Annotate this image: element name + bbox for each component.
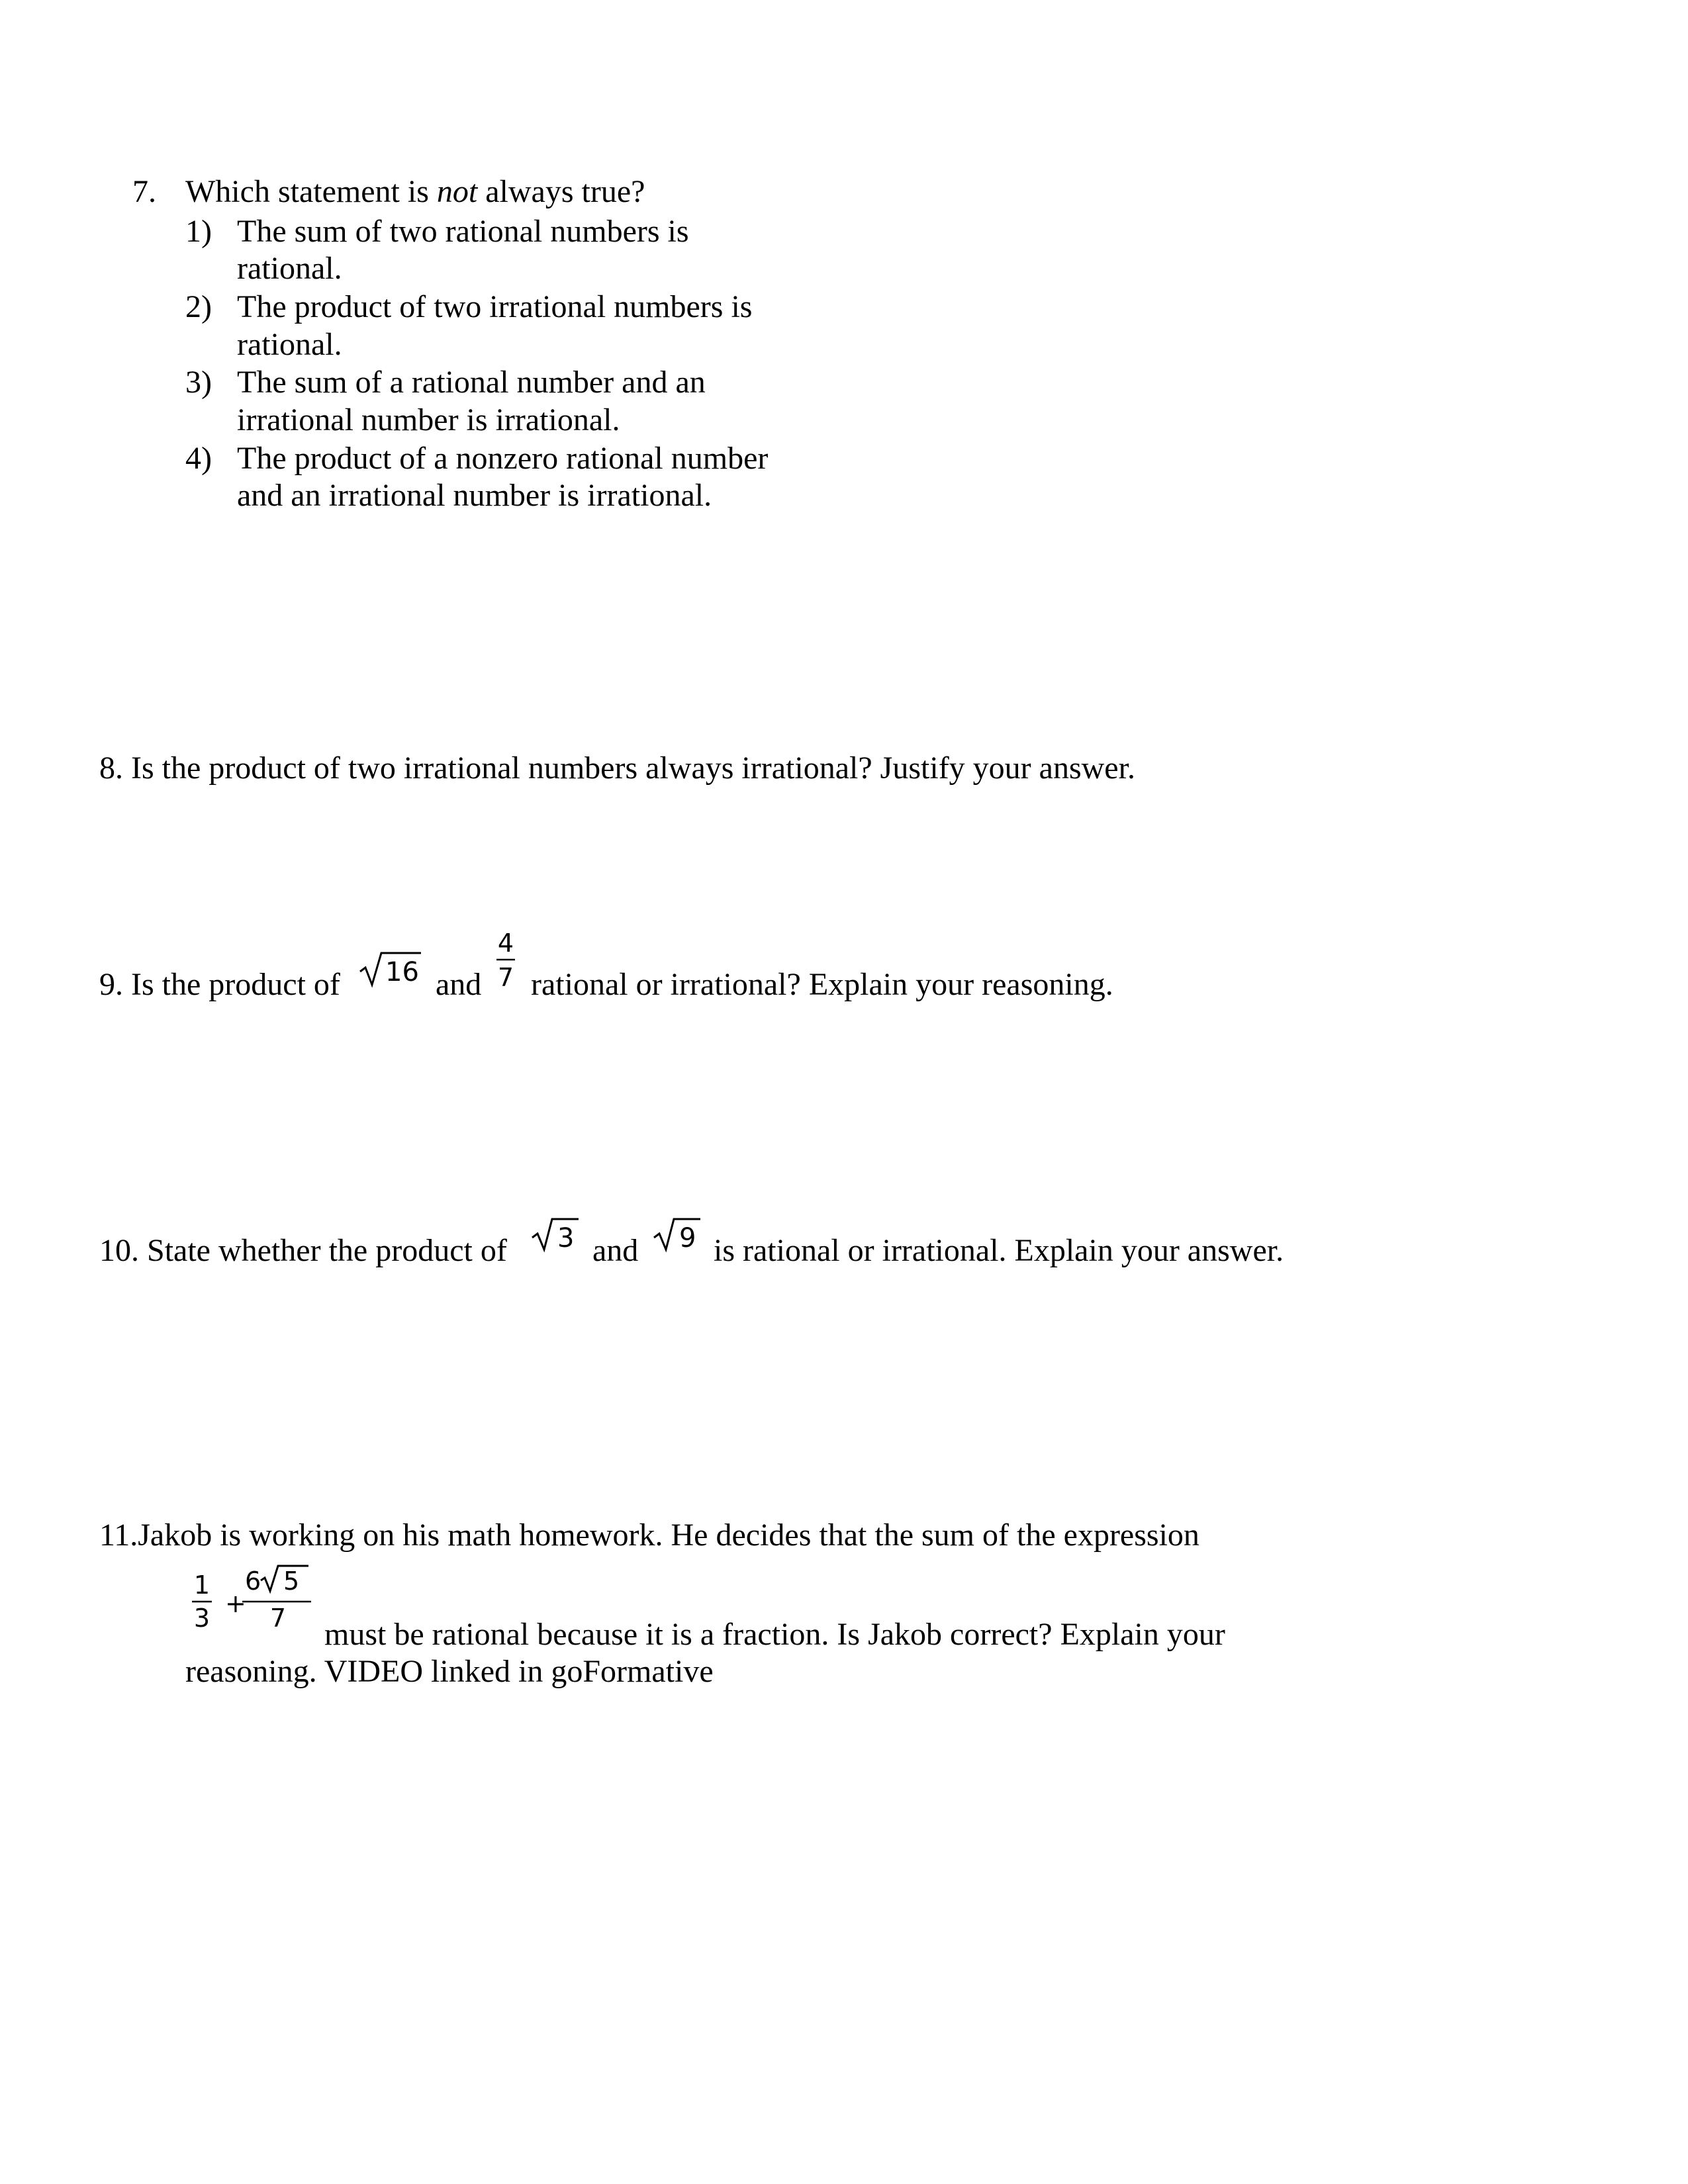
option-text: rational. [237,327,342,362]
option-number: 2) [185,289,212,324]
coefficient-6: 6 [245,1567,261,1596]
radicand-5: 5 [283,1567,300,1596]
option-text: and an irrational number is irrational. [237,478,712,513]
fraction-denominator: 7 [497,963,514,992]
option-number: 3) [185,365,212,400]
radicand-16: 16 [385,957,419,987]
option-text: The sum of a rational number and an [237,365,706,400]
radicand-9: 9 [679,1223,696,1253]
sqrt-9-expression [651,1216,704,1263]
question-9-text-end: rational or irrational? Explain your reasoning. [531,967,1113,1002]
question-11-line-3: reasoning. VIDEO linked in goFormative [185,1654,714,1689]
question-11-line-2: must be rational because it is a fraction. Is Jakob correct? Explain your [324,1617,1225,1652]
option-number: 4) [185,441,212,476]
sqrt-3-expression [530,1216,583,1263]
fraction-1-numerator: 1 [193,1570,211,1600]
stem-text: Which statement is [185,174,437,209]
question-9-and: and [436,967,482,1002]
question-11-line-1: 11.Jakob is working on his math homework. He decides that the sum of the expression [99,1518,1199,1553]
option-number: 1) [185,214,212,249]
radicand-3: 3 [557,1223,575,1253]
question-10-text-end: is rational or irrational. Explain your answer. [714,1233,1284,1268]
fraction-1-denominator: 3 [193,1604,211,1633]
question-10-and: and [592,1233,639,1268]
option-text: The product of two irrational numbers is [237,289,753,324]
sqrt-16-expression [357,948,424,994]
question-number: 7. [132,174,156,209]
option-text: rational. [237,251,342,286]
option-text: The sum of two rational numbers is [237,214,689,249]
fraction-numerator: 4 [497,929,514,958]
plus-sign: + [225,1589,246,1618]
question-10-text-start: 10. State whether the product of [99,1233,507,1268]
fraction-2-denominator: 7 [269,1604,287,1633]
option-text: The product of a nonzero rational number [237,441,769,476]
expression-1-3-plus-6sqrt5-7 [185,1561,318,1647]
fraction-4-over-7 [490,925,522,998]
question-9-text-start: 9. Is the product of [99,967,340,1002]
question-7-stem [132,176,645,208]
question-8: 8. Is the product of two irrational numbers always irrational? Justify your answer. [99,751,1135,786]
option-text: irrational number is irrational. [237,402,620,437]
stem-emphasis: not [436,174,478,209]
stem-text-end: always true? [477,174,645,209]
